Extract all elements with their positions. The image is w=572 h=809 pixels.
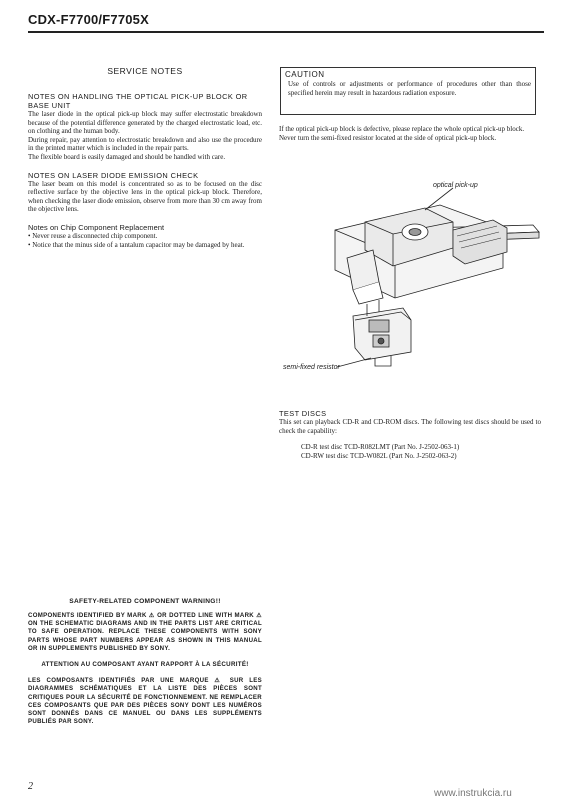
chip-heading: Notes on Chip Component Replacement — [28, 222, 165, 232]
pickup-replace-text: If the optical pick-up block is defective, please replace the whole optical pick-up block. — [279, 125, 525, 133]
handling-paragraph-1: The laser diode in the optical pick-up block may suffer electrostatic breakdown because of the potential difference generated by the charged electrostatic load, etc. on clothing and the human body. — [28, 110, 262, 136]
figure-label-pickup: optical pick-up — [433, 182, 478, 189]
caution-box — [280, 67, 536, 115]
pickup-block-figure — [275, 170, 543, 380]
handling-paragraph-3: The flexible board is easily damaged and should be handled with care. — [28, 152, 226, 161]
safety-text-en: COMPONENTS IDENTIFIED BY MARK ⚠ OR DOTTED LINE WITH MARK ⚠ ON THE SCHEMATIC DIAGRAMS AND IN THE PARTS LIST ARE CRITICAL TO SAFE OPERATION. REPLACE THESE COMPONENTS WITH SONY PARTS WHOSE PART NUMBERS APPEAR AS SHOWN IN THIS MANUAL OR IN SUPPLEMENTS PUBLISHED BY SONY. — [28, 612, 262, 652]
chip-item: • Notice that the minus side of a tantalum capacitor may be damaged by heat. — [28, 240, 245, 249]
service-notes-title: SERVICE NOTES — [107, 66, 183, 76]
safety-heading-fr: ATTENTION AU COMPOSANT AYANT RAPPORT À LA SÉCURITÉ! — [41, 661, 249, 669]
right-column — [279, 125, 541, 142]
figure-label-resistor: semi-fixed resistor — [283, 364, 340, 371]
section-heading-laser: NOTES ON LASER DIODE EMISSION CHECK — [28, 170, 199, 180]
test-disc-item: CD-RW test disc TCD-W082L (Part No. J-2502-063-2) — [301, 451, 457, 460]
test-discs-text: This set can playback CD-R and CD-ROM discs. The following test discs should be used to check the capability: — [279, 418, 541, 435]
test-discs-section — [279, 409, 541, 460]
model-title: CDX-F7700/F7705X — [28, 12, 149, 27]
header-rule — [28, 31, 544, 33]
test-discs-heading: TEST DISCS — [279, 409, 327, 418]
safety-warning — [28, 598, 262, 726]
caution-text: Use of controls or adjustments or performance of procedures other than those specified herein may result in hazardous radiation exposure. — [288, 80, 531, 97]
laser-paragraph: The laser beam on this model is concentrated so as to be focused on the disc reflective surface by the objective lens in the optical pick-up block. Therefore, when checking the laser diode emission, observe from more than 30 cm away from the objective lens. — [28, 179, 262, 214]
chip-item: • Never reuse a disconnected chip component. — [28, 231, 158, 240]
safety-text-fr: LES COMPOSANTS IDENTIFIÉS PAR UNE MARQUE ⚠ SUR LES DIAGRAMMES SCHÉMATIQUES ET LA LISTE DES PIÈCES SONT CRITIQUES POUR LA SÉCURITÉ DE FONCTIONNEMENT. NE REMPLACER CES COMPOSANTS QUE PAR DES PIÈCES SONY DONT LES NUMÉROS SONT DONNÉS DANS CE MANUEL OU DANS LES SUPPLÉMENTS PUBLIÉS PAR SONY. — [28, 677, 262, 726]
resistor-warning-text: Never turn the semi-fixed resistor located at the side of optical pick-up block. — [279, 133, 497, 142]
safety-heading: SAFETY-RELATED COMPONENT WARNING!! — [69, 598, 221, 605]
watermark: www.instrukcia.ru — [434, 788, 512, 799]
section-heading-handling: NOTES ON HANDLING THE OPTICAL PICK-UP BLOCK OR BASE UNIT — [28, 92, 248, 110]
handling-paragraph-2: During repair, pay attention to electrostatic breakdown and also use the procedure in the printed matter which is included in the repair parts. — [28, 135, 262, 153]
page-number: 2 — [28, 781, 33, 792]
caution-title: CAUTION — [285, 70, 325, 79]
left-column — [28, 66, 262, 249]
test-disc-item: CD-R test disc TCD-R082LMT (Part No. J-2502-063-1) — [301, 443, 460, 452]
